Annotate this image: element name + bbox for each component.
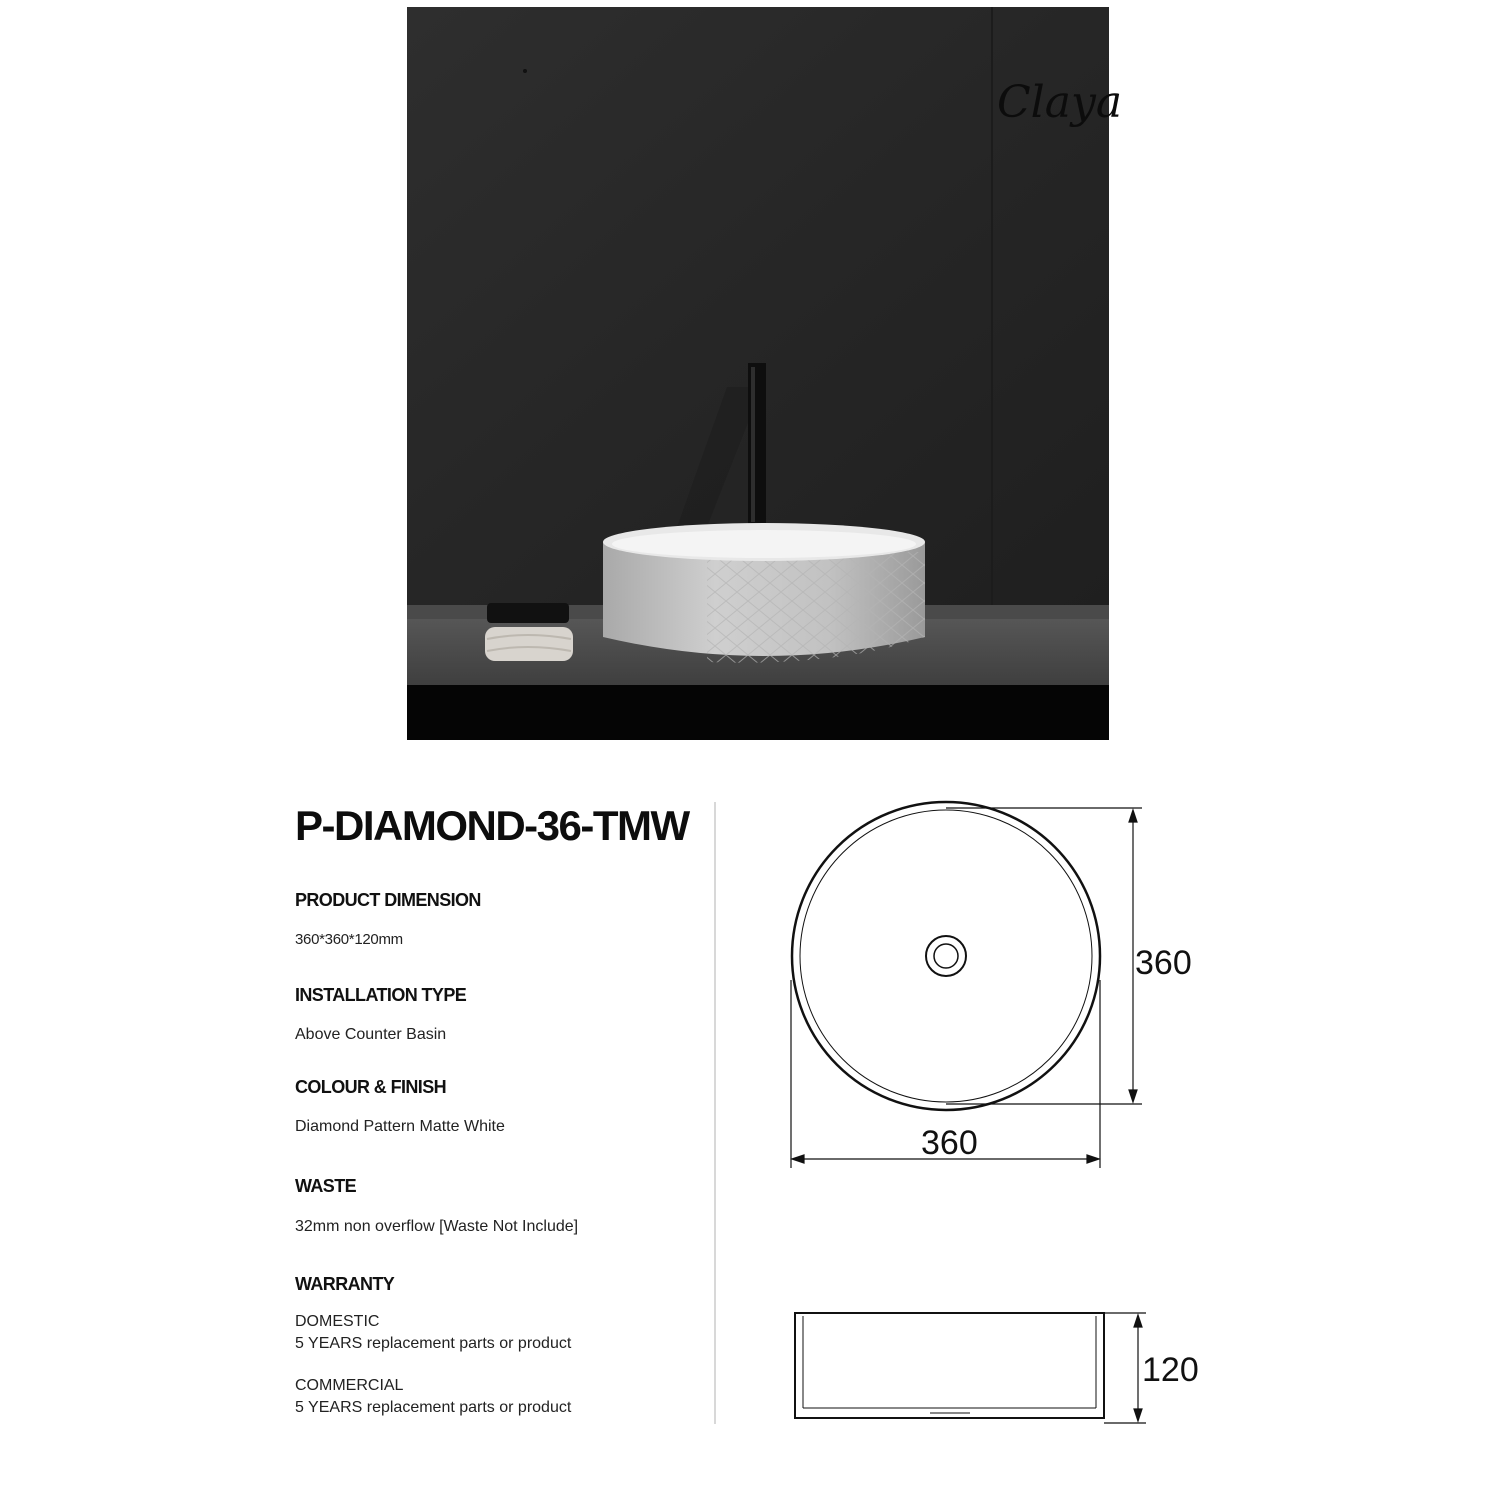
spec-value-waste: 32mm non overflow [Waste Not Include] [295,1218,579,1235]
top-view-drawing [792,802,1100,1110]
spec-label-warranty: WARRANTY [295,1274,395,1294]
top-view-height-dimension [946,808,1142,1104]
spec-label-dimension: PRODUCT DIMENSION [295,890,481,910]
top-view-width-label: 360 [921,1124,978,1162]
spec-value-dimension: 360*360*120mm [295,931,403,948]
spec-label-waste: WASTE [295,1176,357,1196]
side-view-height-dimension [1104,1313,1146,1423]
spec-label-colour: COLOUR & FINISH [295,1077,446,1097]
warranty-domestic-title: DOMESTIC [295,1313,380,1330]
spec-value-colour: Diamond Pattern Matte White [295,1118,505,1135]
side-view-height-label: 120 [1142,1351,1199,1389]
spec-value-installation: Above Counter Basin [295,1026,447,1043]
claya-logo: Claya [997,77,1123,128]
warranty-commercial-title: COMMERCIAL [295,1377,404,1394]
top-view-height-label: 360 [1135,944,1192,982]
product-code-title: P-DIAMOND-36-TMW [295,802,689,849]
warranty-domestic-text: 5 YEARS replacement parts or product [295,1335,572,1352]
warranty-commercial-text: 5 YEARS replacement parts or product [295,1399,572,1416]
spec-label-installation: INSTALLATION TYPE [295,985,467,1005]
side-view-drawing [795,1313,1104,1418]
